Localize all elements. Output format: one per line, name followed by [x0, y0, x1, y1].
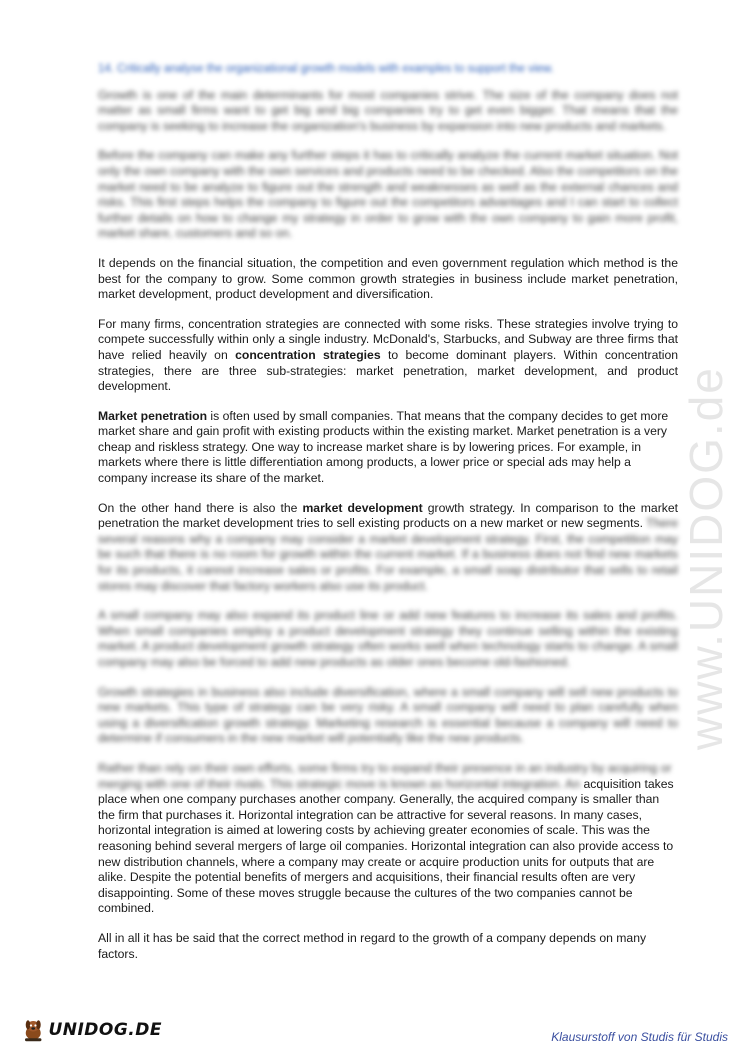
paragraph-product-development: A small company may also expand its product line or add new features to increase its sales and profits. When small companies employ a product development strategy they continue selling within the existing market. A product development growth strategy often works well when technology starts to change. A small company may also be forced to add new products as older ones become old-fashioned.	[98, 608, 678, 669]
watermark-text-graphic	[678, 280, 738, 760]
document-body	[98, 62, 678, 976]
paragraph-conclusion: All in all it has be said that the correct method in regard to the growth of a company depends on many factors.	[98, 930, 647, 961]
paragraph-diversification: Growth strategies in business also include diversification, where a small company will sell new products to new markets. This type of strategy can be very risky. A small company will need to plan carefully when using a diversification growth strategy. Marketing research is essential because a company will need to determine if consumers in the new market will potentially like the new products.	[98, 684, 678, 746]
question-heading: 14. Critically analyse the organizational growth models with examples to support the view.	[98, 63, 554, 75]
blurred-text: There several reasons why a company may consider a market development strategy. First, the competition may be such that there is no room for growth within the current market. If a business does not find new markets for its products, it cannot increase sales or profits. For example, a small soap distributor that sells to retail stores may discover that factory workers also use its product.	[98, 516, 678, 593]
paragraph-analysis: Before the company can make any further steps it has to critically analyze the current market situation. Not only the own company with the own services and products need to be checked. Also the competitors on the market need to be analyze to figure out the strength and weaknesses as well as the external chances and risks. This first steps helps the company to figure out the competitors advantages and I can start to collect further details on how to change my strategy in order to grow with the own company to gain more profit, market share, customers and so on.	[98, 148, 678, 241]
paragraph-intro: Growth is one of the main determinants for most companies strive. The size of the company does not matter as small firms want to get big and big companies try to get even bigger. That means that the company is seeking to increase the organization's business by expansion into new products and markets.	[98, 87, 678, 133]
blurred-text: Rather than rely on their own efforts, some firms try to expand their presence in an industry by acquiring or merging with one of their rivals. This strategic move is known as horizontal integration. An	[98, 760, 672, 791]
paragraph-horizontal-integration: Rather than rely on their own efforts, some firms try to expand their presence in an industry by acquiring or merging with one of their rivals. This strategic move is known as horizontal integration. An acquisition takes place when one company purchases another company. Generally, the acquired company is smaller than the firm that purchases it. Horizontal integration can be attractive for several reasons. In many cases, horizontal integration is aimed at lowering costs by achieving greater economies of scale. This was the reasoning behind several mergers of large oil companies. Horizontal integration can also provide access to new distribution channels, where a company may create or acquire production units for outputs that are alike. Despite the potential benefits of mergers and acquisitions, their financial results often are very disappointing. Some of these moves struggle because the cultures of the two companies cannot be combined.	[98, 760, 674, 916]
watermark-text: www.UNIDOG.de	[680, 366, 732, 750]
watermark	[678, 280, 738, 760]
logo-text: UNIDOG.DE	[48, 1020, 162, 1040]
paragraph-concentration: For many firms, concentration strategies are connected with some risks. These strategies involve trying to compete successfully within only a single industry. McDonald's, Starbucks, and Subway are three firms that have relied heavily on concentration strategies to become dominant players. Within concentration strategies, there are three sub-strategies: market penetration, market development, and product development.	[98, 316, 679, 394]
footer-tagline: Klausurstoff von Studis für Studis	[551, 1030, 728, 1044]
paragraph-market-development: On the other hand there is also the market development growth strategy. In comparison to the market penetration the market development tries to sell existing products on a new market or new segments. There several reasons why a company may consider a market development strategy. First, the competition may be such that there is no room for growth within the current market. If a business does not find new markets for its products, it cannot increase sales or profits. For example, a small soap distributor that sells to retail stores may discover that factory workers also use its product.	[98, 500, 679, 593]
dog-mascot-icon	[22, 1014, 44, 1046]
paragraph-market-penetration: Market penetration is often used by small companies. That means that the company decides to get more market share and gain profit with existing products within the existing market. Market penetration is a very cheap and riskless strategy. One way to increase market share is by lowering prices. For example, in markets where there is little differentiation among products, a lower price or special ads may help a company increase its share of the market.	[98, 408, 669, 486]
paragraph-methods: It depends on the financial situation, the competition and even government regulation which method is the best for the company to grow. Some common growth strategies in business include market penetration, market development, product development and diversification.	[98, 255, 678, 302]
unidog-logo[interactable]	[22, 1010, 162, 1050]
